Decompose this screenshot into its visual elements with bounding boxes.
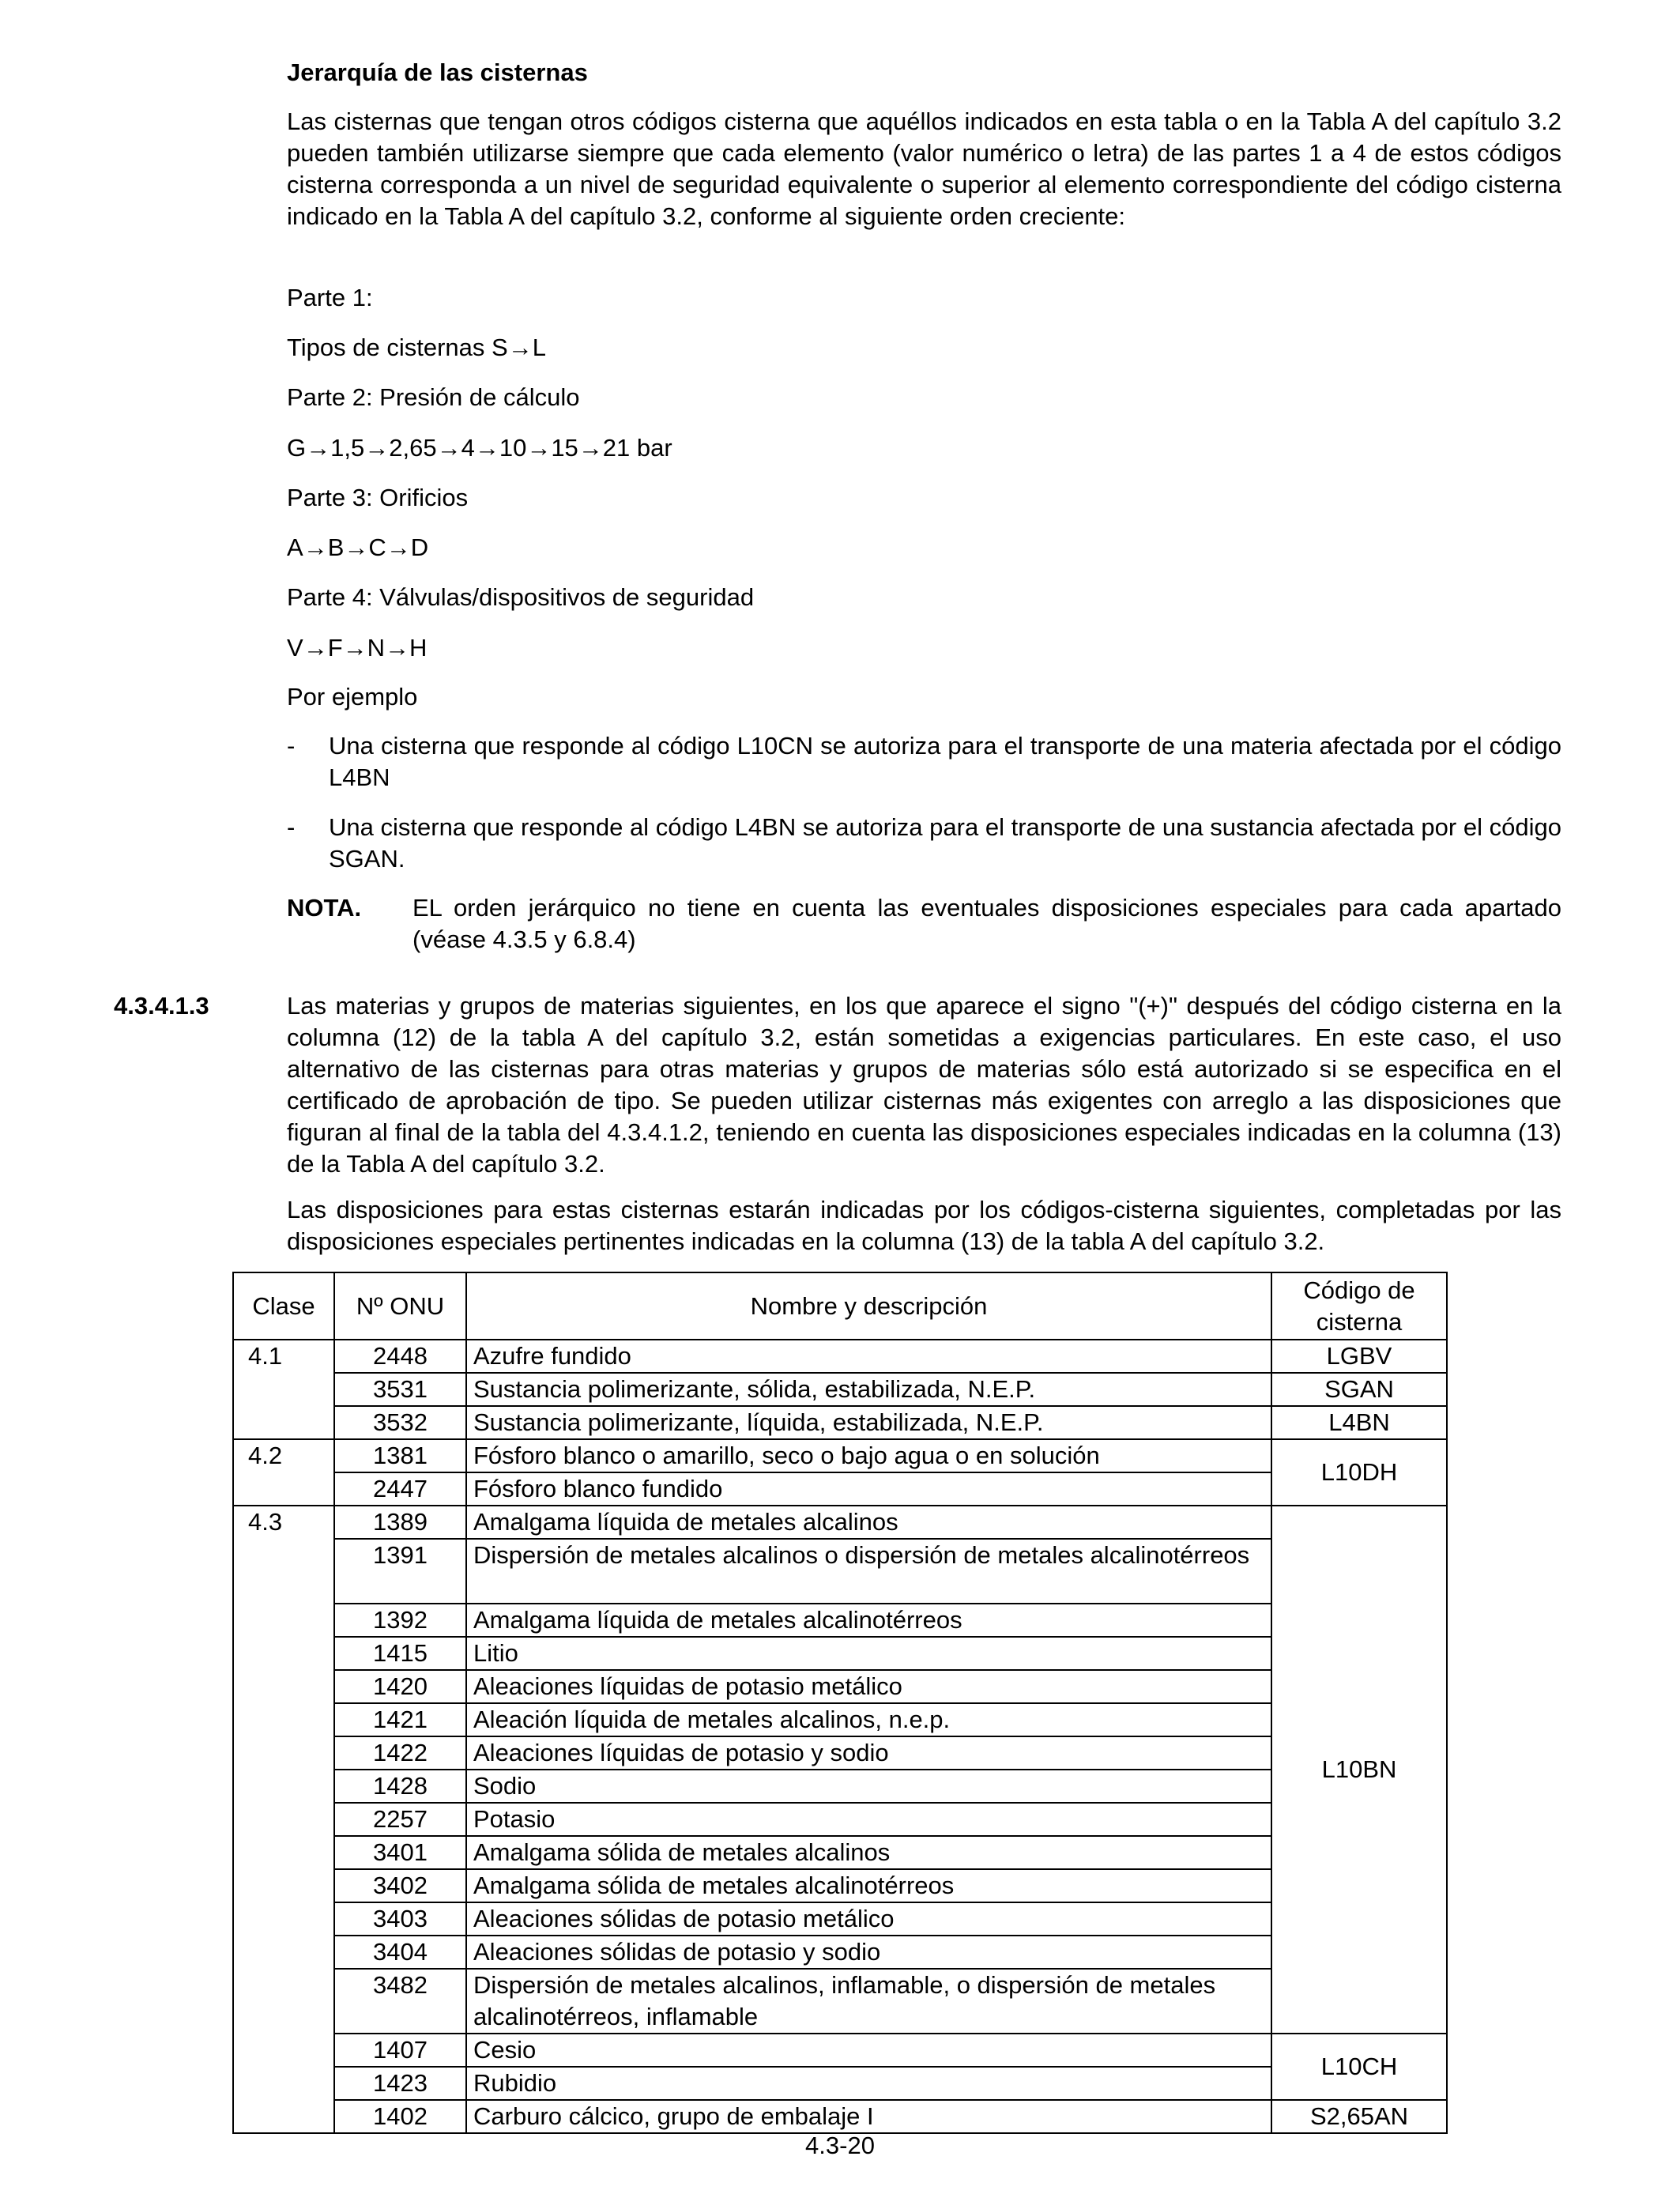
arrow-icon: → [303,533,328,561]
seq-item: 10 [499,434,527,462]
un-number-cell: 3532 [334,1406,466,1439]
table-row [233,2067,1447,2100]
un-number-cell: 2448 [334,1340,466,1373]
seq-item: 15 [551,434,578,462]
section-paragraph-2: Las disposiciones para estas cisternas estarán indicadas por los códigos-cisterna siguientes, completadas por las disposiciones especiales pertinentes indicadas en la columna (13) de la tabla A del capítulo 3.2. [287,1196,1561,1255]
name-cell: Amalgama sólida de metales alcalinos [466,1836,1271,1869]
un-number-cell: 2447 [334,1472,466,1506]
seq-item: 2,65 [389,434,437,462]
name-cell: Carburo cálcico, grupo de embalaje I [466,2100,1271,2133]
un-number-cell: 1423 [334,2067,466,2100]
table-row [233,1836,1447,1869]
seq-item: 4 [461,434,475,462]
table-row [233,1373,1447,1406]
seq-item: F [327,634,343,662]
un-number-cell: 1392 [334,1604,466,1637]
part4-label: Parte 4: Válvulas/dispositivos de seguridad [287,583,755,611]
seq-item: B [327,533,345,561]
table-row [233,1803,1447,1836]
un-number-cell: 1428 [334,1770,466,1803]
intro-paragraph: Las cisternas que tengan otros códigos cisterna que aquéllos indicados en esta tabla o en la Tabla A del capítulo 3.2 pueden también utilizarse siempre que cada elemento (valor numérico o letra) de las partes 1 a 4 de estos códigos cisterna corresponda a un nivel de seguridad equivalente o superior al elemento correspondiente del código cisterna indicado en la Tabla A del capítulo 3.2, conforme al siguiente orden creciente: [287,107,1561,230]
un-number-cell: 1415 [334,1637,466,1670]
seq-item: D [410,533,429,561]
seq-item: Tipos de cisternas S [287,334,508,361]
name-cell: Sodio [466,1770,1271,1803]
part2-label: Parte 2: Presión de cálculo [287,383,580,411]
part3-sequence [287,532,1561,564]
name-cell: Aleaciones líquidas de potasio metálico [466,1670,1271,1703]
name-cell: Dispersión de metales alcalinos, inflamable, o dispersión de metales alcalinotérreos, inflamable [466,1969,1271,2034]
un-number-cell: 1391 [334,1539,466,1604]
part2-sequence [287,432,1561,464]
name-cell: Cesio [466,2034,1271,2067]
un-number-cell: 1420 [334,1670,466,1703]
table-row [233,1439,1447,1472]
un-number-cell: 3531 [334,1373,466,1406]
header-tank-code: Código de cisterna [1271,1272,1447,1340]
table-row [233,1472,1447,1506]
part1-label: Parte 1: [287,284,373,311]
arrow-icon: → [306,434,331,462]
section-paragraph-1: Las materias y grupos de materias siguientes, en los que aparece el signo "(+)" después del código cisterna en la columna (12) de la tabla A del capítulo 3.2, están sometidas a exigencias particulares. En este caso, el uso alternativo de las cisternas para otras materias y grupos de materias sólo está autorizado si se especifica en el certificado de aprobación de tipo. Se pueden utilizar cisternas más exigentes con arreglo a las disposiciones que figuran al final de la tabla del 4.3.4.1.2, teniendo en cuenta las disposiciones especiales indicadas en la columna (13) de la Tabla A del capítulo 3.2. [287,992,1561,1178]
arrow-icon: → [578,434,603,462]
seq-item: H [409,634,428,662]
name-cell: Azufre fundido [466,1340,1271,1373]
example-label: Por ejemplo [287,683,418,711]
header-name-description: Nombre y descripción [466,1272,1271,1340]
arrow-icon: → [364,434,390,462]
class-cell: 4.1 [233,1340,334,1439]
tank-code-cell: L10CH [1271,2034,1447,2100]
name-cell: Aleación líquida de metales alcalinos, n.e.p. [466,1703,1271,1736]
name-cell: Litio [466,1637,1271,1670]
part1-sequence [287,332,1561,364]
note-text: EL orden jerárquico no tiene en cuenta las eventuales disposiciones especiales para cada apartado (véase 4.3.5 y 6.8.4) [412,894,1561,953]
un-number-cell: 1389 [334,1506,466,1539]
table-row [233,1936,1447,1969]
name-cell: Dispersión de metales alcalinos o dispersión de metales alcalinotérreos [466,1539,1271,1604]
part3-label: Parte 3: Orificios [287,484,469,511]
un-number-cell: 3403 [334,1902,466,1936]
arrow-icon: → [436,434,461,462]
tank-code-cell: S2,65AN [1271,2100,1447,2133]
name-cell: Rubidio [466,2067,1271,2100]
table-row [233,1637,1447,1670]
table-row [233,2034,1447,2067]
arrow-icon: → [344,533,369,561]
arrow-icon: → [526,434,552,462]
un-number-cell: 3402 [334,1869,466,1902]
header-class: Clase [233,1272,334,1340]
section-heading: Jerarquía de las cisternas [287,58,588,86]
arrow-icon: → [303,634,328,662]
seq-item: N [367,634,386,662]
class-cell: 4.3 [233,1506,334,2133]
table-row [233,1406,1447,1439]
note-label: NOTA. [287,894,362,922]
un-number-cell: 1421 [334,1703,466,1736]
tank-code-cell: SGAN [1271,1373,1447,1406]
table-row [233,1670,1447,1703]
seq-item: V [287,634,303,662]
table-row [233,1969,1447,2034]
bullet-text: Una cisterna que responde al código L4BN se autoriza para el transporte de una sustancia afectada por el código SGAN. [329,813,1561,873]
un-number-cell: 1422 [334,1736,466,1770]
name-cell: Aleaciones sólidas de potasio y sodio [466,1936,1271,1969]
seq-item: A [287,533,303,561]
table-row [233,2100,1447,2133]
un-number-cell: 2257 [334,1803,466,1836]
seq-item: C [368,533,386,561]
un-number-cell: 1407 [334,2034,466,2067]
table-header-row [233,1272,1447,1340]
name-cell: Aleaciones líquidas de potasio y sodio [466,1736,1271,1770]
section-number: 4.3.4.1.3 [114,992,209,1020]
name-cell: Aleaciones sólidas de potasio metálico [466,1902,1271,1936]
seq-item: L [532,334,546,361]
table-row [233,1902,1447,1936]
page-number: 4.3-20 [805,2132,875,2159]
tank-code-cell: L10DH [1271,1439,1447,1506]
tank-code-cell: L4BN [1271,1406,1447,1439]
un-number-cell: 3401 [334,1836,466,1869]
header-un-number: Nº ONU [334,1272,466,1340]
name-cell: Sustancia polimerizante, líquida, estabilizada, N.E.P. [466,1406,1271,1439]
table-row [233,1539,1447,1604]
name-cell: Amalgama sólida de metales alcalinotérreos [466,1869,1271,1902]
table-row [233,1703,1447,1736]
table-row [233,1604,1447,1637]
table-row [233,1506,1447,1539]
un-number-cell: 3482 [334,1969,466,2034]
name-cell: Sustancia polimerizante, sólida, estabilizada, N.E.P. [466,1373,1271,1406]
un-number-cell: 1402 [334,2100,466,2133]
tank-code-cell: L10BN [1271,1506,1447,2034]
arrow-icon: → [386,533,411,561]
bullet-text: Una cisterna que responde al código L10CN se autoriza para el transporte de una materia afectada por el código L4BN [329,732,1561,791]
name-cell: Amalgama líquida de metales alcalinos [466,1506,1271,1539]
arrow-icon: → [385,634,410,662]
seq-item: 1,5 [330,434,365,462]
table-row [233,1736,1447,1770]
table-row [233,1869,1447,1902]
seq-item: G [287,434,307,462]
un-number-cell: 3404 [334,1936,466,1969]
un-number-cell: 1381 [334,1439,466,1472]
name-cell: Fósforo blanco fundido [466,1472,1271,1506]
tank-code-table [232,1272,1448,2134]
arrow-icon: → [342,634,367,662]
bullet-dash: - [287,732,296,760]
table-row [233,1340,1447,1373]
name-cell: Fósforo blanco o amarillo, seco o bajo agua o en solución [466,1439,1271,1472]
seq-item: 21 bar [602,434,672,462]
name-cell: Amalgama líquida de metales alcalinotérreos [466,1604,1271,1637]
class-cell: 4.2 [233,1439,334,1506]
tank-code-cell: LGBV [1271,1340,1447,1373]
arrow-icon: → [507,334,533,361]
part4-sequence [287,632,1561,664]
name-cell: Potasio [466,1803,1271,1836]
table-row [233,1770,1447,1803]
arrow-icon: → [474,434,499,462]
bullet-dash: - [287,813,296,841]
